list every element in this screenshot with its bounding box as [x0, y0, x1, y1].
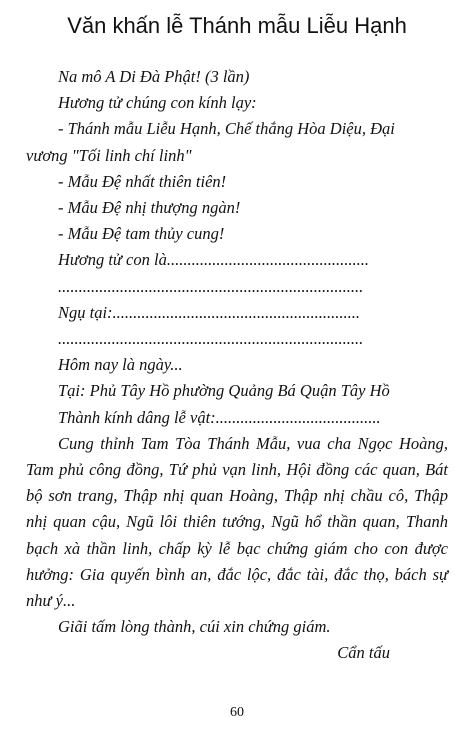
date-line: Hôm nay là ngày... [58, 355, 183, 375]
deity-line-2: - Mẫu Đệ nhất thiên tiên! [58, 171, 227, 191]
salutation: Hương tử chúng con kính lạy: [58, 93, 257, 113]
closing-line: Giãi tấm lòng thành, cúi xin chứng giám. [58, 617, 331, 637]
address-blank-line: Ngụ tại:............................................................ [58, 302, 361, 322]
prayer-text [26, 64, 448, 667]
address-blank-line-cont: .......................................................................... [58, 329, 364, 349]
page-title: Văn khấn lễ Thánh mẫu Liễu Hạnh [67, 13, 407, 38]
deity-line-1-cont: vương "Tối linh chí linh" [26, 145, 192, 165]
invocation-paragraph: Cung thỉnh Tam Tòa Thánh Mẫu, vua cha Ngọc Hoàng, Tam phủ công đồng, Tứ phủ vạn linh, Hội đồng các quan, Bát bộ sơn trang, Thập nhị quan Hoàng, Thập nhị chầu cô, Thập nhị quan cậu, Ngũ lôi thiên tướng, Ngũ hổ thần quan, Thanh bạch xà thần linh, chấp kỳ lễ bạc chứng giám cho con được hưởng: Gia quyến bình an, đắc lộc, đắc tài, đắc thọ, bách sự như ý... [26, 433, 448, 611]
name-blank-line: Hương tử con là................................................. [58, 250, 369, 270]
offerings-blank-line: Thành kính dâng lễ vật:........................................ [58, 407, 381, 427]
location-line: Tại: Phủ Tây Hồ phường Quảng Bá Quận Tây Hồ [58, 381, 390, 401]
deity-line-4: - Mẫu Đệ tam thủy cung! [58, 224, 225, 244]
signature: Cẩn tấu [337, 643, 390, 663]
name-blank-line-cont: .......................................................................... [58, 276, 364, 296]
deity-line-1: - Thánh mẫu Liễu Hạnh, Chế thắng Hòa Diệu, Đại [58, 119, 395, 139]
page-number: 60 [230, 705, 244, 720]
deity-line-3: - Mẫu Đệ nhị thượng ngàn! [58, 198, 241, 218]
opening-invocation: Na mô A Di Đà Phật! (3 lần) [58, 67, 250, 86]
